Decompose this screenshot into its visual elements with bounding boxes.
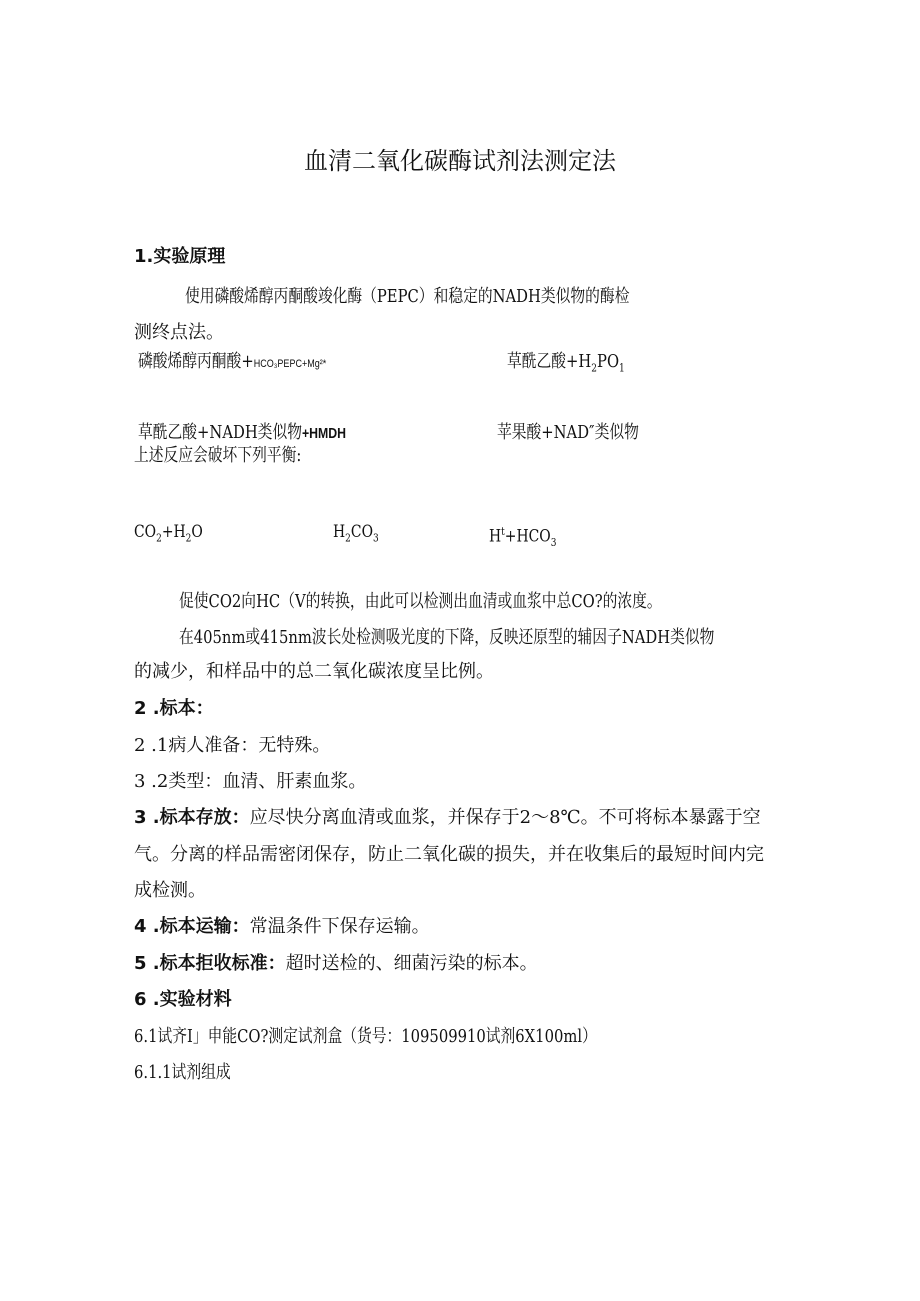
principle-paragraph-line-1: 使用磷酸烯醇丙酮酸竣化酶（PEPC）和稳定的NADH类似物的酶检 (185, 286, 630, 307)
reaction-2-right: 苹果酸+NAD″类似物 (497, 422, 639, 443)
absorbance-paragraph-line-2: 的减少，和样品中的总二氧化碳浓度呈比例。 (134, 661, 494, 682)
specimen-storage-line-2: 气。分离的样品需密闭保存，防止二氧化碳的损失，并在收集后的最短时间内完 (134, 844, 764, 865)
equilibrium-co2-h2o: $CO_2+H_2O$ (134, 522, 203, 545)
specimen-storage-line-3: 成检测。 (134, 880, 206, 901)
document-title: 血清二氧化碳酶试剂法测定法 (304, 147, 616, 175)
patient-preparation: 2 .1病人准备：无特殊。 (134, 735, 331, 756)
specimen-type: 3 .2类型：血清、肝素血浆。 (134, 771, 367, 792)
reaction-1-reagents: HCO₃PEPC+Mg²* (253, 358, 327, 370)
absorbance-paragraph-line-1: 在405nm或415nm波长处检测吸光度的下降，反映还原型的辅因子NADH类似物 (179, 627, 715, 648)
equilibrium-intro: 上述反应会破坏下列平衡: (134, 445, 302, 466)
section-1-heading: 1.实验原理 (134, 246, 226, 267)
specimen-storage-line-1: 3 .标本存放：应尽快分离血清或血浆，并保存于2～8℃。不可将标本暴露于空 (134, 807, 761, 828)
reaction-2-left: 草酰乙酸+NADH类似物+HMDH (138, 422, 347, 443)
reagent-composition: 6.1.1试剂组成 (134, 1062, 231, 1083)
equilibrium-h-hco3: $H^t+HCO_3$ (489, 525, 557, 550)
conversion-paragraph: 促使CO2向HC（V的转换，由此可以检测出血清或血浆中总CO?的浓度。 (179, 591, 662, 612)
section-2-heading: 2 .标本： (134, 698, 214, 719)
reagent-kit: 6.1试齐I」申能CO?测定试剂盒（货号：109509910试剂6X100ml） (134, 1026, 597, 1047)
reaction-1-left: 磷酸烯醇丙酮酸+HCO₃PEPC+Mg²* (138, 351, 327, 372)
section-6-heading: 6 .实验材料 (134, 989, 232, 1010)
equilibrium-h2co3: $H_2CO_3$ (333, 522, 379, 545)
specimen-rejection-criteria: 5 .标本拒收标准：超时送检的、细菌污染的标本。 (134, 953, 538, 974)
reaction-1-right: 草酰乙酸$+H_2PO_1$ (507, 351, 625, 375)
principle-paragraph-line-2: 测终点法。 (134, 322, 224, 343)
specimen-transport: 4 .标本运输：常温条件下保存运输。 (134, 916, 430, 937)
